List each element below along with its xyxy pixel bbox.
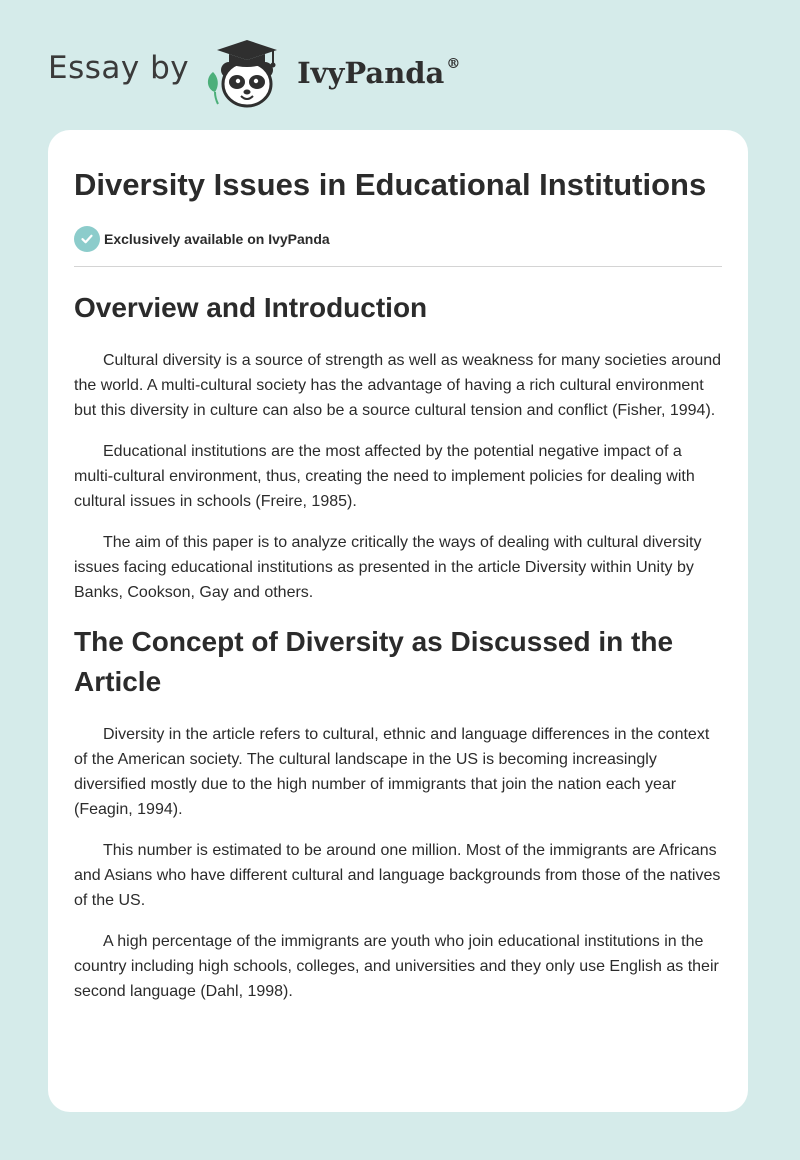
exclusive-badge [74,225,722,253]
paragraph: The aim of this paper is to analyze critically the ways of dealing with cultural diversity issues facing educational institutions as presented in the article Diversity within Unity by Banks, Cookson, Gay and others. [74,534,702,601]
check-circle-icon [74,226,100,252]
essay-title: Diversity Issues in Educational Institutions [74,167,707,202]
registered-mark: ® [446,56,461,72]
site-header [48,34,460,114]
panda-graduate-icon[interactable] [203,34,291,114]
paragraph: Educational institutions are the most affected by the potential negative impact of a multi-cultural environment, thus, creating the need to implement policies for dealing with cultural issues in schools (Freire, 1985). [74,443,695,510]
title-divider [74,266,722,267]
paragraph: A high percentage of the immigrants are youth who join educational institutions in the country including high schools, colleges, and universities and they only use English as their second language (Dahl, 1998). [74,933,719,1000]
paragraph: Diversity in the article refers to cultural, ethnic and language differences in the context of the American society. The cultural landscape in the US is becoming increasingly diversified mostly due to the high number of immigrants that join the nation each year (Feagin, 1994). [74,726,710,818]
section-overview [74,288,722,605]
essay-by-label: Essay by [48,50,190,86]
paragraph: This number is estimated to be around one million. Most of the immigrants are Africans and Asians who have different cultural and language backgrounds from those of the natives of the US. [74,842,721,909]
essay-card [48,130,748,1112]
exclusive-label: Exclusively available on IvyPanda [104,231,330,247]
paragraph: Cultural diversity is a source of strength as well as weakness for many societies around the world. A multi-cultural society has the advantage of having a rich cultural environment but this diversity in culture can also be a source cultural tension and conflict (Fisher, 1994). [74,352,722,419]
section-heading: Overview and Introduction [74,292,428,323]
brand-name[interactable] [297,56,460,90]
section-concept [74,622,722,1004]
brand-name-text: IvyPanda [297,56,445,90]
section-heading: The Concept of Diversity as Discussed in the Article [74,626,674,697]
